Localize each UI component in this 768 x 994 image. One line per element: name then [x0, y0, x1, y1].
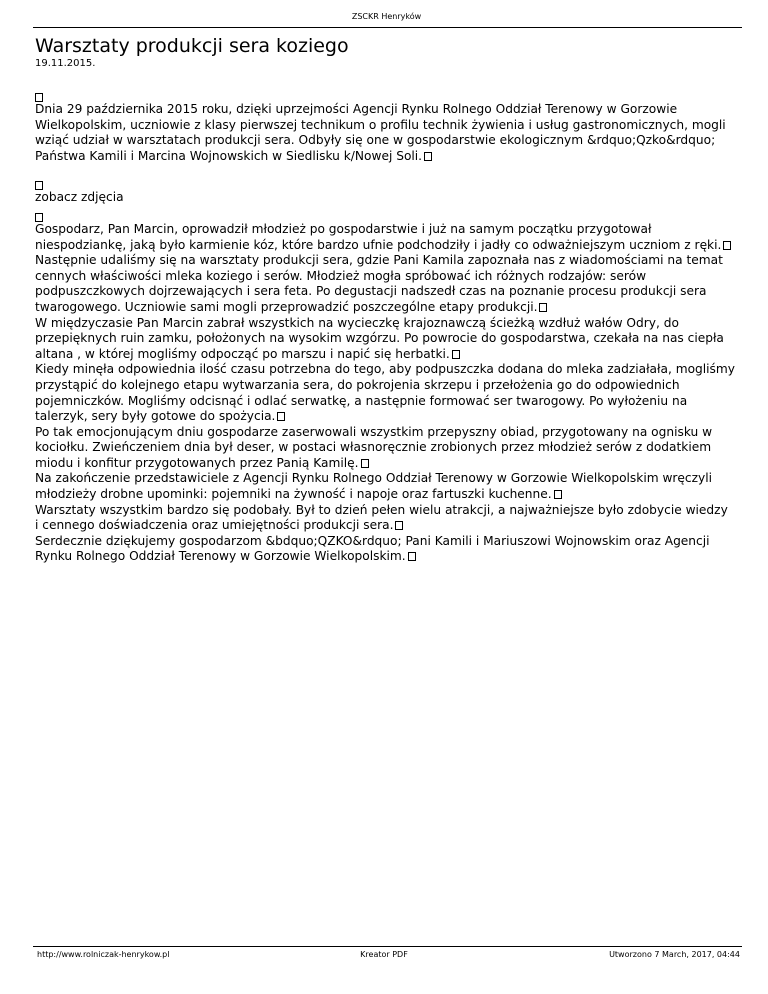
missing-glyph-line	[35, 86, 735, 102]
missing-glyph-icon	[35, 213, 43, 222]
article-date: 19.11.2015.	[35, 58, 96, 69]
missing-glyph-icon	[395, 521, 403, 530]
paragraph-text: Serdecznie dziękujemy gospodarzom &bdquo;QZKO&rdquo; Pani Kamili i Mariuszowi Wojnowskim oraz Agencji Rynku Rolnego Oddział Terenowy w Gorzowie Wielkopolskim.	[35, 533, 710, 564]
page-header-site-name: ZSCKR Henryków	[351, 12, 422, 21]
paragraph-text: Kiedy minęła odpowiednia ilość czasu potrzebna do tego, aby podpuszczka dodana do mleka zadziałała, mogliśmy przystąpić do kolejnego etapu wytwarzania sera, do pokrojenia skrzepu i przełożenia go do odpowiednich pojemniczków. Mogliśmy odcisnąć i odlać serwatkę, a następnie formować ser twarogowy. Po wyłożeniu na talerzyk, sery były gotowe do spożycia.	[35, 362, 735, 424]
article-paragraph	[35, 222, 735, 253]
article-title: Warsztaty produkcji sera koziego	[35, 35, 349, 57]
footer-generator: Kreator PDF	[360, 950, 408, 959]
missing-glyph-icon	[424, 152, 432, 161]
footer-divider	[33, 946, 742, 947]
article-paragraph	[35, 471, 735, 502]
paragraph-text: Po tak emocjonującym dniu gospodarze zaserwowali wszystkim przepyszny obiad, przygotowany na ognisku w kociołku. Zwieńczeniem dnia był deser, w postaci własnoręcznie zrobionych przez młodzież serów z dodatkiem miodu i konfitur przygotowanych przez Panią Kamilę.	[35, 424, 713, 470]
article-paragraph	[35, 425, 735, 472]
missing-glyph-icon	[723, 241, 731, 250]
photos-link[interactable]: zobacz zdjęcia	[35, 190, 124, 205]
missing-glyph-icon	[452, 350, 460, 359]
footer-url-link[interactable]: http://www.rolniczak-henrykow.pl	[37, 950, 170, 959]
paragraph-text: Następnie udaliśmy się na warsztaty produkcji sera, gdzie Pani Kamila zapoznała nas z wiadomościami na temat cennych właściwości mleka koziego i serów. Młodzież mogła spróbować ich różnych rodzajów: serów podpuszczkowych dojrzewających i sera feta. Po degustacji nadszedł czas na poznanie procesu produkcji sera twarogowego. Uczniowie sami mogli przeprowadzić poszczególne etapy produkcji.	[35, 253, 723, 314]
article-paragraph	[35, 253, 735, 315]
missing-glyph-icon	[554, 490, 562, 499]
missing-glyph-icon	[35, 93, 43, 102]
article	[35, 35, 735, 565]
article-paragraph	[35, 534, 735, 565]
missing-glyph-line	[35, 174, 735, 190]
article-intro	[35, 102, 735, 164]
paragraph-text: Gospodarz, Pan Marcin, oprowadził młodzież po gospodarstwie i już na samym początku przygotował niespodziankę, jaką było karmienie kóz, które bardzo ufnie podchodziły i jadły co odważniejszym uczniom z ręki.	[35, 221, 722, 252]
footer-created-timestamp: Utworzono 7 March, 2017, 04:44	[609, 950, 740, 959]
paragraph-text: Warsztaty wszystkim bardzo się podobały. Był to dzień pełen wielu atrakcji, a najważniejsze było zdobycie wiedzy i cennego doświadczenia oraz umiejętności produkcji sera.	[35, 502, 728, 533]
article-paragraph	[35, 316, 735, 363]
intro-text: Dnia 29 października 2015 roku, dzięki uprzejmości Agencji Rynku Rolnego Oddział Terenowy w Gorzowie Wielkopolskim, uczniowie z klasy pierwszej technikum o profilu technik żywienia i usług gastronomicznych, mogli wziąć udział w warsztatach produkcji sera. Odbyły się one w gospodarstwie ekologicznym &rdquo;Qzko&rdquo; Państwa Kamili i Marcina Wojnowskich w Siedlisku k/Nowej Soli.	[35, 102, 726, 163]
article-paragraph	[35, 362, 735, 424]
missing-glyph-icon	[361, 459, 369, 468]
paragraph-text: W międzyczasie Pan Marcin zabrał wszystkich na wycieczkę krajoznawczą ścieżką wzdłuż wałów Odry, do przepięknych ruin zamku, położonych na wysokim wzgórzu. Po powrocie do gospodarstwa, czekała na nas ciepła altana , w której mogliśmy odpocząć po marszu i napić się herbatki.	[35, 315, 724, 361]
missing-glyph-icon	[408, 552, 416, 561]
missing-glyph-line	[35, 206, 735, 222]
article-paragraph	[35, 503, 735, 534]
paragraph-text: Na zakończenie przedstawiciele z Agencji Rynku Rolnego Oddział Terenowy w Gorzowie Wielkopolskim wręczyli młodzieży drobne upominki: pojemniki na żywność i napoje oraz fartuszki kuchenne.	[35, 471, 713, 502]
missing-glyph-icon	[277, 412, 285, 421]
missing-glyph-icon	[35, 181, 43, 190]
header-divider	[33, 27, 742, 28]
missing-glyph-icon	[539, 303, 547, 312]
